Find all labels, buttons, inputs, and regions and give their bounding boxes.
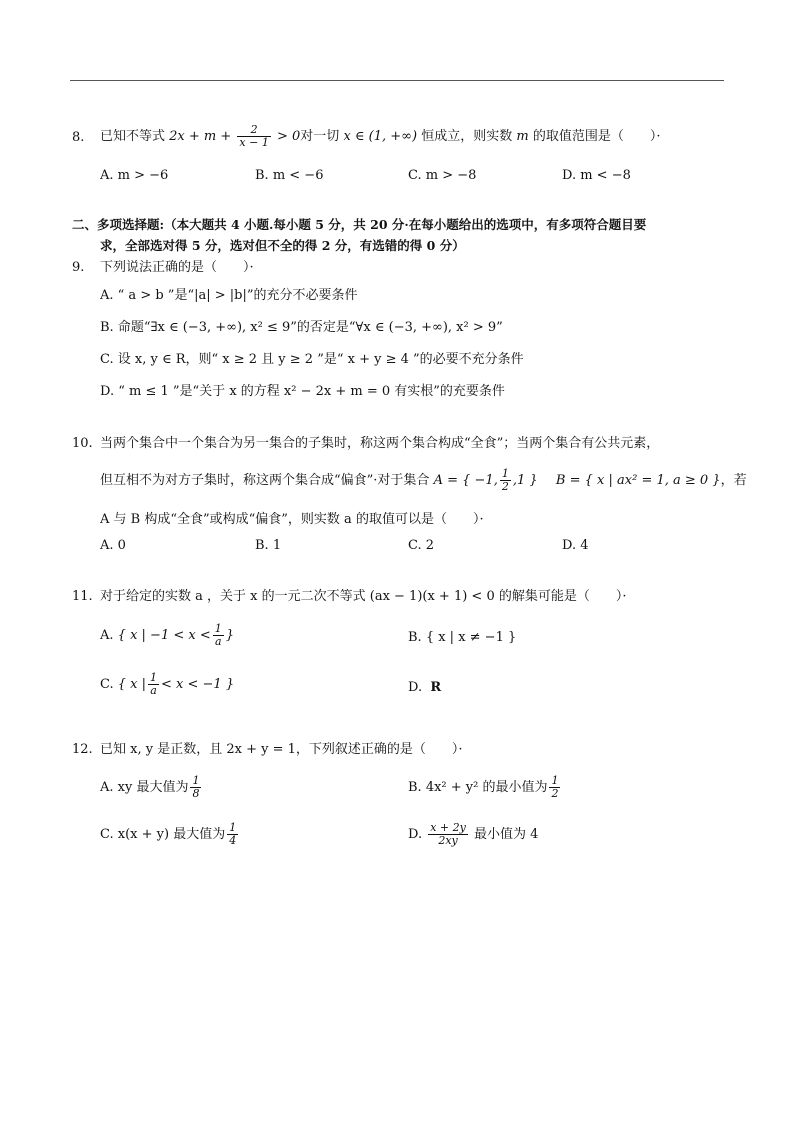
question-stem: 已知 x, y 是正数，且 2x + y = 1，下列叙述正确的是（ ）·: [100, 742, 463, 757]
solution-set: { x | $\frac{1}{a}$ < x < −1 }: [117, 671, 235, 697]
inequality: 2x + m +: [169, 129, 232, 144]
option-c: C. m > −8: [408, 168, 477, 183]
option-d: D. “ m ≤ 1 ”是“关于 x 的方程 x² − 2x + m = 0 有实根”的充要条件: [100, 384, 505, 399]
section-heading-cont: 求，全部选对得 5 分，选对但不全的得 2 分，有选错的得 0 分）: [100, 238, 465, 253]
option-a: A. xy 最大值为 $\frac{1}{8}$: [100, 774, 200, 800]
option-c: C. x(x + y) 最大值为 $\frac{1}{4}$: [100, 821, 237, 847]
option-d: D. 4: [562, 538, 589, 553]
solution-set: { x | −1 < x < $\frac{1}{a}$ }: [117, 622, 235, 648]
question-stem: 对于给定的实数 a ，关于 x 的一元二次不等式 (ax − 1)(x + 1) < 0 的解集可能是（ ）·: [100, 589, 627, 604]
question-number: 12.: [72, 742, 93, 757]
question-stem-line1: 当两个集合中一个集合为另一集合的子集时，称这两个集合构成“全食”；当两个集合有公共元素，: [100, 436, 660, 451]
question-number: 11.: [72, 589, 93, 604]
domain: x ∈ (1, +∞): [343, 129, 418, 144]
inequality-rhs: > 0: [276, 129, 301, 144]
option-b: B. m < −6: [255, 168, 324, 183]
header-rule: [70, 80, 724, 81]
option-a: A. 0: [100, 538, 126, 553]
option-b: B. 命题“∃x ∈ (−3, +∞), x² ≤ 9”的否定是“∀x ∈ (−3, +∞), x² > 9”: [100, 320, 503, 335]
set-b: B = { x | ax² = 1, a ≥ 0 }: [555, 473, 721, 488]
question-number: 10.: [72, 436, 93, 451]
fraction: $\frac{2}{x - 1}$: [239, 123, 269, 149]
question-stem: [100, 124, 660, 149]
option-b: B. { x | x ≠ −1 }: [408, 630, 517, 645]
option-d: D. m < −8: [562, 168, 631, 183]
fraction: $\frac{1}{2}$: [551, 774, 559, 800]
stem-text: 已知不等式: [100, 129, 166, 144]
option-a: A. “ a > b ”是“|a| > |b|”的充分不必要条件: [100, 288, 358, 303]
question-stem-line3: A 与 B 构成“全食”或构成“偏食”，则实数 a 的取值可以是（ ）·: [100, 512, 484, 527]
option-c: C. 2: [408, 538, 435, 553]
stem-text: 的取值范围是（ ）·: [532, 129, 661, 144]
fraction: $\frac{1}{2}$: [501, 467, 509, 493]
question-stem-line2: 但互相不为对方子集时，称这两个集合成“偏食”·对于集合 A = { −1, $\frac{1}{2}$ ,1 } B = { x | ax² = 1, a ≥ 0 }，若: [100, 467, 747, 493]
question-number: 8.: [72, 130, 85, 145]
variable: m: [516, 129, 529, 144]
option-c: C. { x | $\frac{1}{a}$ < x < −1 }: [100, 671, 235, 697]
option-a: A. { x | −1 < x < $\frac{1}{a}$ }: [100, 622, 235, 648]
stem-text: 对一切: [300, 129, 340, 144]
fraction: $\frac{x + 2y}{2xy}$: [430, 821, 466, 847]
option-d: D. R: [408, 680, 442, 695]
section-heading: 二、多项选择题:（本大题共 4 小题.每小题 5 分，共 20 分·在每小题给出的选项中，有多项符合题目要: [72, 217, 647, 232]
option-b: B. 1: [255, 538, 282, 553]
question-number: 9.: [72, 260, 85, 275]
fraction: $\frac{1}{4}$: [229, 821, 237, 847]
stem-text: 恒成立，则实数: [421, 129, 513, 144]
fraction: $\frac{1}{a}$: [214, 622, 222, 648]
option-a: A. m > −6: [100, 168, 169, 183]
option-d: D. $\frac{x + 2y}{2xy}$ 最小值为 4: [408, 821, 539, 847]
question-stem: 下列说法正确的是（ ）·: [100, 260, 254, 275]
fraction: $\frac{1}{a}$: [150, 671, 158, 697]
option-c: C. 设 x, y ∈ R，则“ x ≥ 2 且 y ≥ 2 ”是“ x + y ≥ 4 ”的必要不充分条件: [100, 352, 524, 367]
fraction: $\frac{1}{8}$: [192, 774, 200, 800]
option-b: B. 4x² + y² 的最小值为 $\frac{1}{2}$: [408, 774, 559, 800]
set-a: A = { −1, $\frac{1}{2}$ ,1 }: [433, 467, 538, 493]
